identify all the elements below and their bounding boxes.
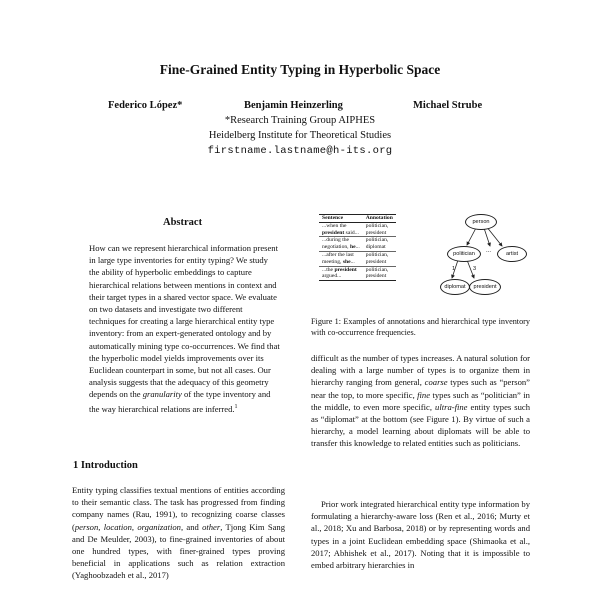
- author-3: Michael Strube: [413, 100, 483, 111]
- type-hierarchy-tree: [440, 210, 540, 302]
- table-row: ...after the last meeting, she... politician, president: [319, 251, 396, 266]
- table-header-annotation: Annotation: [363, 215, 396, 223]
- table-header-sentence: Sentence: [319, 215, 363, 223]
- abstract-body: How can we represent hierarchical information present in large type inventories for entity typing? We study the ability of hyperbolic embeddings to capture hierarchical relations between mentions in context and their target types in a shared vector space. We evaluate on two datasets and investigate two different techniques for creating a large hierarchical entity type inventory: from an expert-generated ontology and by automatically mining type co-occurrences. We find that the hyperbolic model yields improvements over its Euclidean counterpart in some, but not all cases. Our analysis suggests that the adequacy of this geometry depends on the granularity of the type inventory and the way hierarchical relations are inferred.$^1$: [89, 243, 280, 414]
- intro-heading: 1 Introduction: [73, 460, 138, 471]
- table-row: ...when the president said... politician, president: [322, 222, 389, 236]
- author-2: Benjamin Heinzerling: [244, 100, 343, 111]
- node-ellipsis: ...: [486, 248, 492, 254]
- node-artist: artist: [497, 246, 527, 262]
- node-diplomat: diplomat: [440, 279, 470, 295]
- affiliation-line-2: Heidelberg Institute for Theoretical Studies: [208, 130, 392, 141]
- intro-paragraph: Entity typing classifies textual mentions of entities according to their semantic class. The task has progressed from finding company names (Rau, 1991), to recognizing coarse classes (person, location, organization, and other, Tjong Kim Sang and De Meulder, 2003), to fine-grained inventories of about one hundred types, with finer-grained types proving beneficial in applications such as relation extraction (Yaghoobzadeh et al., 2017): [72, 485, 286, 581]
- table-row: ...the president argued... politician, president: [319, 266, 396, 281]
- node-president: president: [469, 279, 501, 295]
- table-row: ...during the negotiation, he... politician, diplomat: [319, 237, 396, 252]
- annotation-table: [319, 214, 396, 281]
- edge-label-president: 3: [473, 266, 477, 272]
- author-email: firstname.lastname@h-its.org: [207, 145, 393, 157]
- right-paragraph-1: difficult as the number of types increases. A natural solution for dealing with a large number of types is to organize them in hierarchy ranging from general, coarse types such as “person” near the top, to more specific, fine types such as “politician” in the middle, to even more specific, ultra-fine entity types such as “diplomat” at the bottom (see Figure 1). By virtue of such a hierarchy, a model learning about diplomats will be able to transfer this knowledge to related entities such as politicians.: [311, 353, 530, 449]
- node-politician: politician: [447, 246, 481, 262]
- right-paragraph-2: Prior work integrated hierarchical entity type information by formulating a hierarchy-aware loss (Ren et al., 2016; Murty et al., 2018; Xu and Barbosa, 2018) or by representing words and types in a joint Euclidean embedding space (Shimaoka et al., 2017; Abhishek et al., 2017). Noting that it is impossible to embed arbitrary hierarchies in: [311, 499, 530, 571]
- affiliation-line-1: *Research Training Group AIPHES: [224, 115, 376, 126]
- figure-caption: Figure 1: Examples of annotations and hierarchical type inventory with co-occurrence frequencies.: [311, 317, 530, 337]
- edge-label-diplomat: 1: [452, 266, 456, 272]
- abstract-heading: Abstract: [163, 217, 203, 228]
- author-1: Federico López*: [108, 100, 183, 111]
- node-person: person: [465, 214, 497, 230]
- paper-title: Fine-Grained Entity Typing in Hyperbolic Space: [159, 62, 441, 77]
